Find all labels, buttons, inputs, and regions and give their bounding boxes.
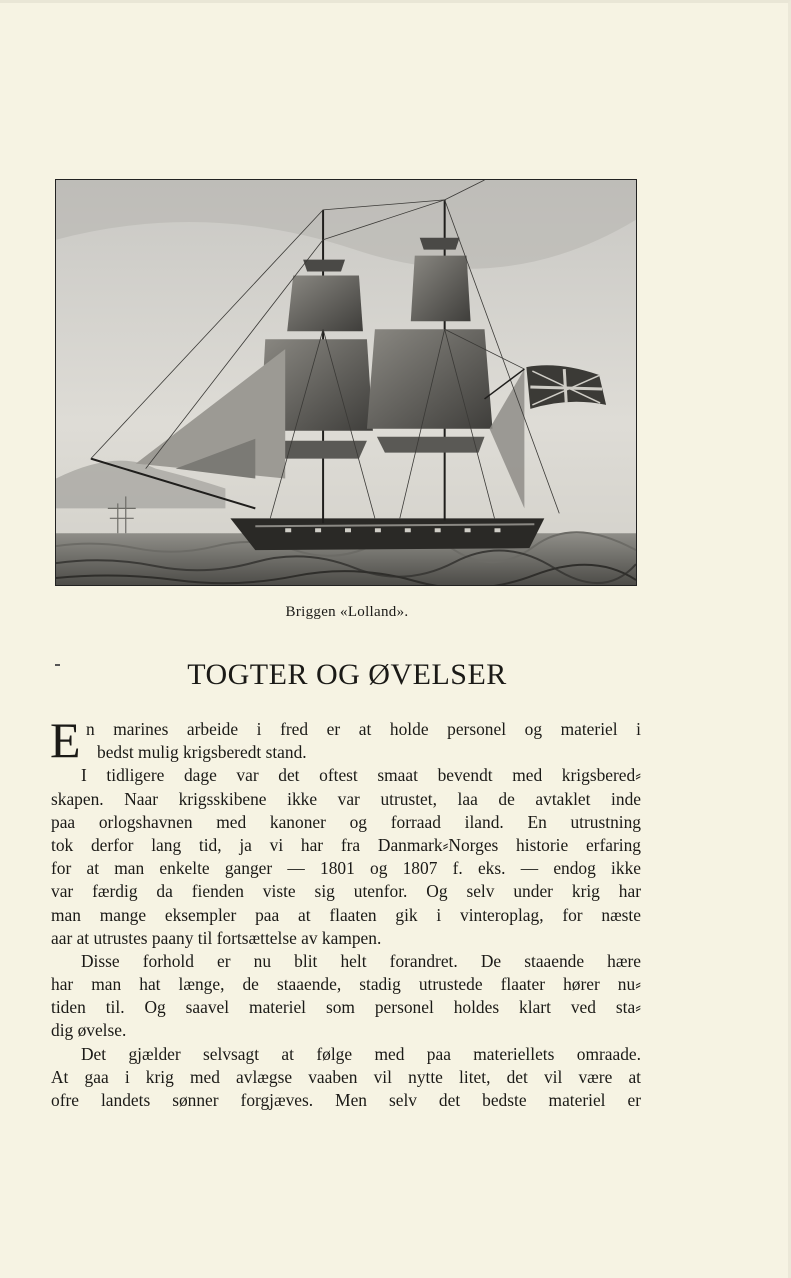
text-line: paa orlogshavnen med kanoner og forraad iland. En utrustning [51,811,641,832]
text-line: for at man enkelte ganger — 1801 og 1807 f. eks. — endog ikke [51,858,641,879]
text-line: man mange eksempler paa at flaaten gik i vinteroplag, for næste [51,904,641,925]
text-line: Det gjælder selvsagt at følge med paa materiellets omraade. [81,1043,641,1064]
text-line: tok derfor lang tid, ja vi har fra Danmark⸗Norges historie erfaring [51,834,641,855]
paragraph-1 [50,712,641,768]
paragraph-4 [51,1043,641,1113]
chapter-heading: TOGTER OG ØVELSER [187,658,507,691]
text-line: ofre landets sønner forgjæves. Men selv det bedste materiel er [51,1090,641,1110]
body-text [50,712,641,1112]
text-line: aar at utrustes paany til fortsættelse av kampen. [51,927,382,948]
text-line: skapen. Naar krigsskibene ikke var utrustet, laa de avtaklet inde [51,788,641,809]
text-line: dig øvelse. [51,1020,127,1041]
text-line: var færdig da fienden viste sig utenfor. Og selv under krig har [51,881,641,902]
paragraph-3 [51,950,641,1043]
text-line: n marines arbeide i fred er at holde personel og materiel i [86,719,641,739]
text-line: tiden til. Og saavel materiel som personel holdes klart ved sta⸗ [51,997,641,1018]
illustration-caption: Briggen «Lolland». [285,604,409,620]
text-line: bedst mulig krigsberedt stand. [97,742,307,763]
text-line: Disse forhold er nu blit helt forandret. De staaende hære [81,950,641,971]
ship-illustration [55,179,637,586]
paragraph-2 [51,764,641,950]
drop-cap: E [50,712,81,768]
text-line: har man hat længe, de staaende, stadig utrustede flaater hører nu⸗ [51,974,641,995]
brig-lolland-engraving [56,180,636,585]
text-line: At gaa i krig med avlægse vaaben vil nytte litet, det vil være at [51,1066,641,1087]
text-line: I tidligere dage var det oftest smaat bevendt med krigsbered⸗ [81,765,641,786]
